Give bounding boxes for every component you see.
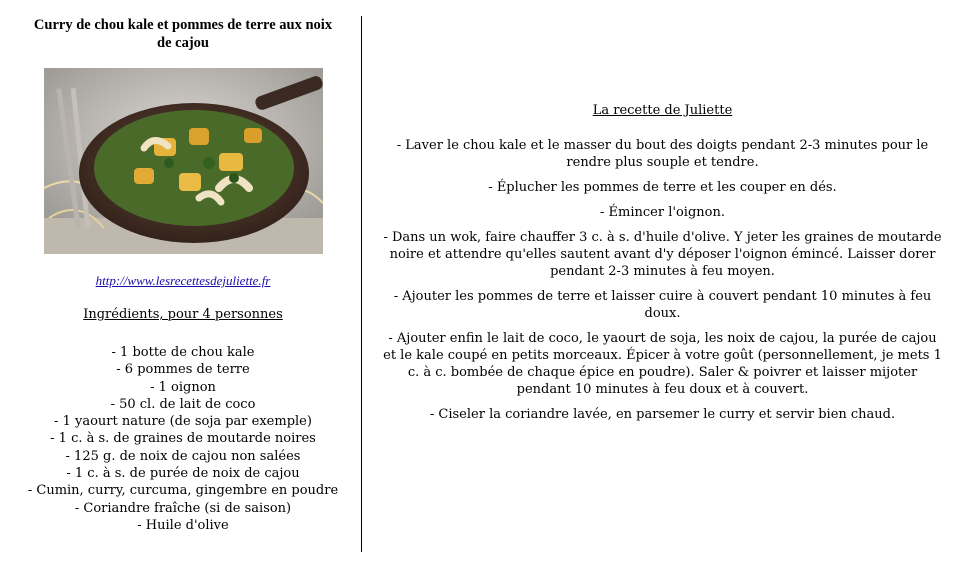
recipe-heading: La recette de Juliette — [592, 103, 733, 118]
dish-photo — [44, 68, 323, 254]
recipe-step: - Ciseler la coriandre lavée, en parsemer le curry et servir bien chaud. — [429, 407, 896, 422]
list-item: - 1 yaourt nature (de soja par exemple) — [54, 414, 312, 430]
website-link[interactable]: http://www.lesrecettesdejuliette.fr — [95, 273, 271, 288]
column-divider — [361, 16, 362, 552]
list-item: - 125 g. de noix de cajou non salées — [65, 448, 301, 464]
list-item: - Coriandre fraîche (si de saison) — [74, 500, 292, 516]
list-item: - 1 c. à s. de graines de moutarde noires — [50, 431, 316, 447]
recipe-step: - Ajouter enfin le lait de coco, le yaourt de soja, les noix de cajou, la purée de cajou et le kale coupé en petits morceaux. Épicer à votre goût (personnellement, je mets 1 c. à c. bombée de chaque épice en poudre). Saler & poivrer et laisser mijoter pendant 10 minutes à feu doux et à couvert. — [383, 331, 942, 397]
list-item: - 50 cl. de lait de coco — [110, 396, 256, 412]
right-column — [380, 102, 945, 431]
ingredients-heading: Ingrédients, pour 4 personnes — [83, 307, 283, 322]
recipe-step: - Émincer l'oignon. — [600, 205, 725, 220]
list-item: - 1 botte de chou kale — [111, 345, 255, 360]
list-item: - 1 c. à s. de purée de noix de cajou — [66, 466, 300, 482]
dish-photo-illustration — [44, 68, 323, 254]
list-item: - 6 pommes de terre — [116, 362, 250, 378]
recipe-step: - Éplucher les pommes de terre et les couper en dés. — [488, 180, 837, 195]
list-item: - Huile d'olive — [137, 517, 229, 533]
recipe-step: - Dans un wok, faire chauffer 3 c. à s. d'huile d'olive. Y jeter les graines de moutarde noire et attendre qu'elles sautent avant d'y déposer l'oignon émincé. Laisser dorer pendant 2-3 minutes à feu moyen. — [383, 230, 942, 279]
recipe-title: Curry de chou kale et pommes de terre aux noix de cajou — [33, 17, 333, 51]
list-item: - Cumin, curry, curcuma, gingembre en poudre — [27, 483, 339, 499]
left-column — [18, 16, 348, 533]
recipe-step: - Laver le chou kale et le masser du bout des doigts pendant 2-3 minutes pour le rendre plus souple et tendre. — [396, 138, 929, 170]
list-item: - 1 oignon — [150, 379, 216, 395]
recipe-step: - Ajouter les pommes de terre et laisser cuire à couvert pendant 10 minutes à feu doux. — [393, 289, 932, 321]
ingredients-list — [18, 344, 348, 534]
